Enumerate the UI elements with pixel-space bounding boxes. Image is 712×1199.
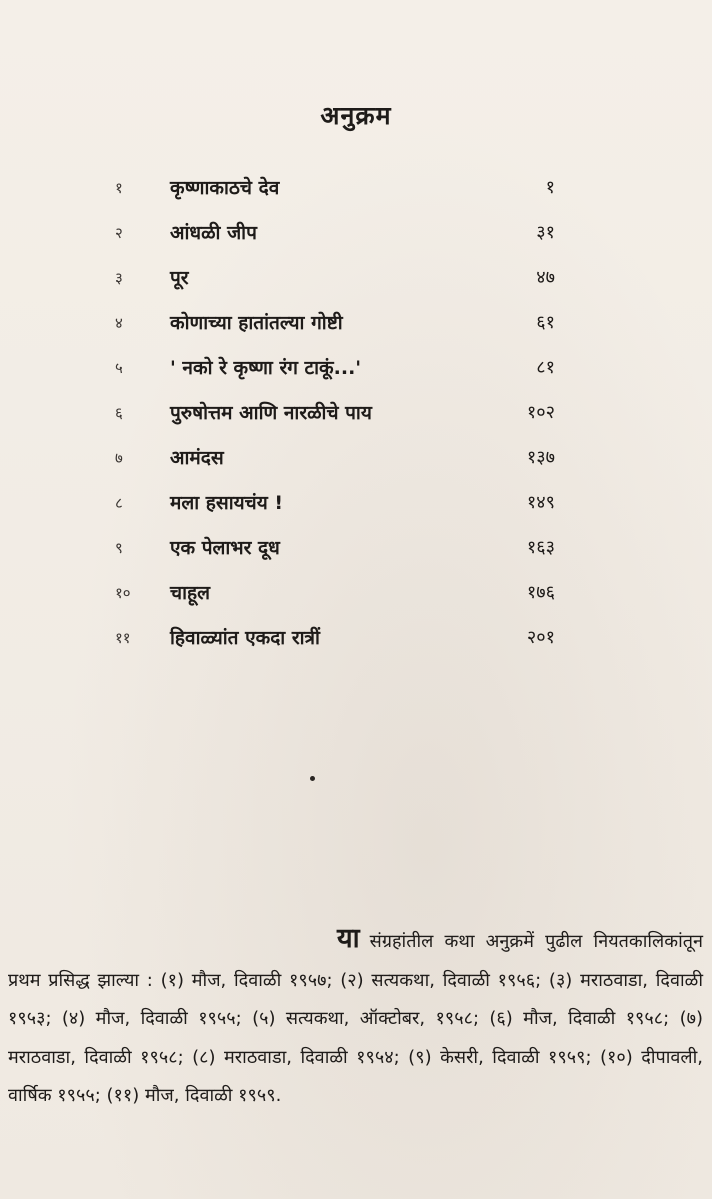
toc-entry (115, 530, 555, 575)
toc-entry-title: हिवाळ्यांत एकदा रात्रीं (170, 627, 320, 649)
toc-entry-page: ६१ (536, 312, 555, 333)
toc-entry-number: १० (115, 584, 131, 602)
toc-entry-title: ' नको रे कृष्णा रंग टाकूं...' (170, 357, 362, 379)
toc-entry-title: पुरुषोत्तम आणि नारळीचे पाय (170, 402, 372, 424)
toc-entry-title: पूर (170, 267, 189, 289)
toc-entry (115, 215, 555, 260)
toc-entry (115, 305, 555, 350)
toc-entry-page: १३७ (526, 447, 555, 468)
toc-entry-title: कृष्णाकाठचे देव (170, 177, 280, 199)
toc-entry-page: १ (545, 177, 555, 198)
toc-entry (115, 170, 555, 215)
toc-entry-number: ५ (115, 359, 123, 377)
separator-dot (310, 776, 315, 781)
toc-entry-title: चाहूल (170, 582, 210, 604)
toc-entry (115, 395, 555, 440)
toc-entry-number: १ (115, 179, 123, 197)
toc-entry (115, 620, 555, 665)
toc-entry-number: ९ (115, 539, 123, 557)
toc-entry-number: ८ (115, 494, 123, 512)
toc-entry-title: मला हसायचंय ! (170, 492, 284, 514)
toc-entry-page: १७६ (526, 582, 555, 603)
toc-entry-page: १०२ (526, 402, 555, 423)
table-of-contents (115, 170, 555, 665)
page-title: अनुक्रम (320, 101, 392, 130)
toc-entry-page: १६३ (526, 537, 555, 558)
toc-entry (115, 485, 555, 530)
publication-note-lead: या (337, 923, 360, 954)
toc-entry-number: ३ (115, 269, 123, 287)
toc-entry (115, 440, 555, 485)
toc-entry-page: १४९ (526, 492, 555, 513)
toc-entry-title: आंधळी जीप (170, 222, 257, 244)
toc-entry-number: ११ (115, 629, 131, 647)
toc-entry-page: २०१ (526, 627, 555, 648)
toc-entry-number: २ (115, 224, 123, 242)
toc-entry-number: ६ (115, 404, 123, 422)
toc-entry (115, 260, 555, 305)
toc-entry-title: आमंदस (170, 447, 224, 469)
toc-entry (115, 350, 555, 395)
toc-entry-title: एक पेलाभर दूध (170, 537, 280, 559)
publication-note-text: संग्रहांतील कथा अनुक्रमें पुढील नियतकालिकांतून प्रथम प्रसिद्ध झाल्या : (१) मौज, दिवाळी १९५७; (२) सत्यकथा, दिवाळी १९५६; (३) मराठवाडा, दिवाळी १९५३; (४) मौज, दिवाळी १९५५; (५) सत्यकथा, ऑक्टोबर, १९५८; (६) मौज, दिवाळी १९५८; (७) मराठवाडा, दिवाळी १९५८; (८) मराठवाडा, दिवाळी १९५४; (९) केसरी, दिवाळी १९५९; (१०) दीपावली, वार्षिक १९५५; (११) मौज, दिवाळी १९५९. (8, 931, 703, 1106)
toc-entry-title: कोणाच्या हातांतल्या गोष्टी (170, 312, 343, 334)
toc-entry-number: ७ (115, 449, 123, 467)
publication-note (8, 920, 703, 1116)
toc-entry (115, 575, 555, 620)
toc-entry-number: ४ (115, 314, 123, 332)
toc-entry-page: ८१ (536, 357, 555, 378)
toc-entry-page: ३१ (536, 222, 555, 243)
toc-entry-page: ४७ (536, 267, 555, 288)
